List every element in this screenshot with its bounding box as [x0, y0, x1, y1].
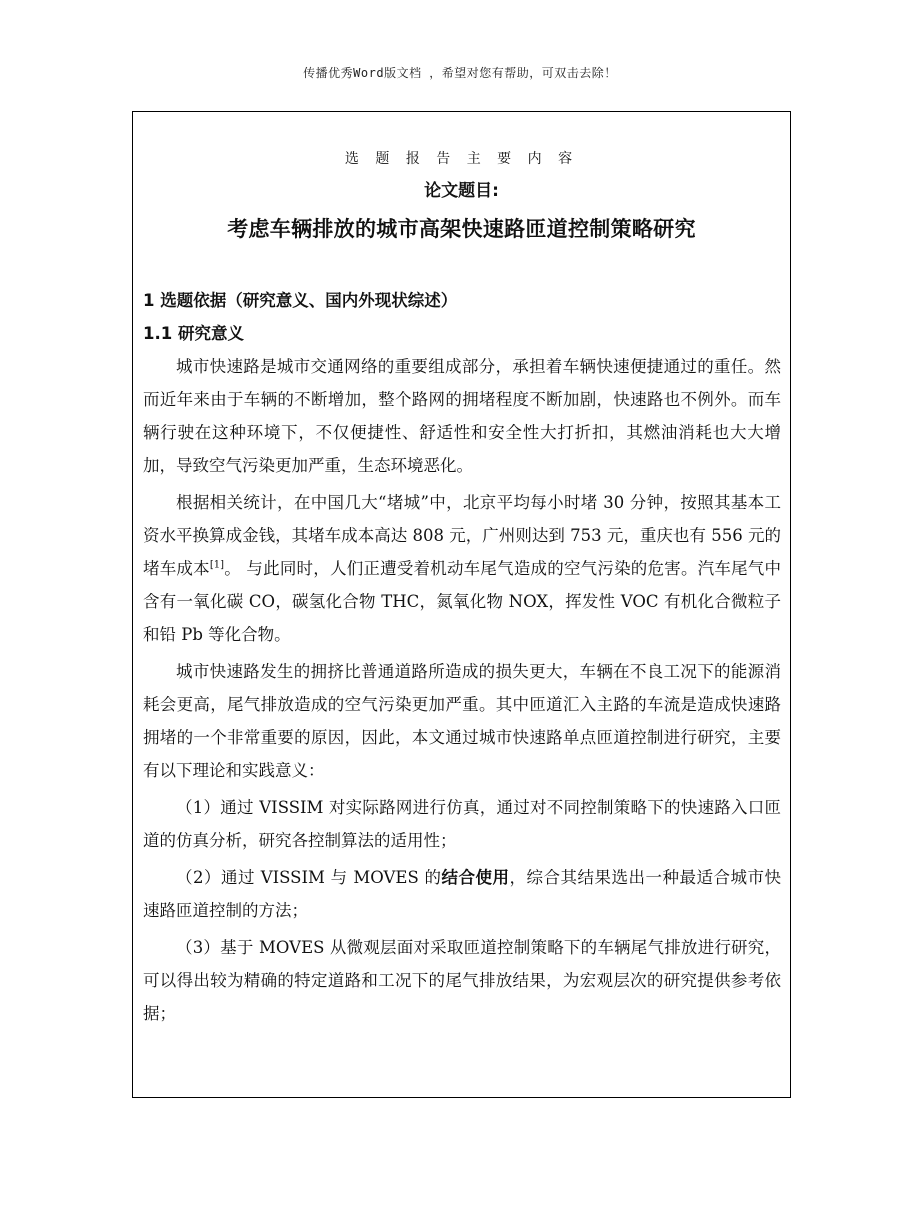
- thesis-title: 考虑车辆排放的城市高架快速路匝道控制策略研究: [227, 217, 696, 241]
- report-frame: [132, 111, 791, 1098]
- paragraph-2-part-a: 根据相关统计，在中国几大“堵城”中，北京平均每小时堵 30 分钟，按照其基本工资水平换算成金钱，其堵车成本高达 808 元，广州则达到 753 元，重庆也有 556 元的堵车成本: [143, 493, 781, 578]
- citation-ref: [1]: [209, 559, 225, 571]
- paragraph-1: 城市快速路是城市交通网络的重要组成部分，承担着车辆快速便捷通过的重任。然而近年来由于车辆的不断增加，整个路网的拥堵程度不断加剧，快速路也不例外。而车辆行驶在这种环境下，不仅便捷性、舒适性和安全性大打折扣，其燃油消耗也大大增加，导致空气污染更加严重，生态环境恶化。: [143, 357, 781, 475]
- thesis-label: 论文题目:: [424, 181, 499, 201]
- list-item-2: [143, 861, 781, 927]
- header-note: 传播优秀Word版文档 ，希望对您有帮助，可双击去除！: [303, 66, 617, 80]
- body-content: [143, 284, 781, 1034]
- paragraph-2-part-b: 。 与此同时，人们正遭受着机动车尾气造成的空气污染的危害。汽车尾气中含有一氧化碳 CO，碳氢化合物 THC，氮氧化物 NOX，挥发性 VOC 有机化合微粒子和铅 Pb 等化合物。: [143, 559, 782, 644]
- list-item-3: （3）基于 MOVES 从微观层面对采取匝道控制策略下的车辆尾气排放进行研究，可以得出较为精确的特定道路和工况下的尾气排放结果，为宏观层次的研究提供参考依据；: [143, 938, 781, 1023]
- list-item-1: （1）通过 VISSIM 对实际路网进行仿真，通过对不同控制策略下的快速路入口匝道的仿真分析，研究各控制算法的适用性；: [143, 798, 781, 850]
- list-item-2-emphasis: 结合使用: [441, 868, 510, 887]
- subsection-heading: 1.1 研究意义: [143, 324, 244, 343]
- section-caption: 选 题 报 告 主 要 内 容: [344, 151, 579, 167]
- paragraph-3: 城市快速路发生的拥挤比普通道路所造成的损失更大，车辆在不良工况下的能源消耗会更高，尾气排放造成的空气污染更加严重。其中匝道汇入主路的车流是造成快速路拥堵的一个非常重要的原因，因此，本文通过城市快速路单点匝道控制进行研究，主要有以下理论和实践意义：: [143, 662, 781, 780]
- paragraph-2: [143, 486, 781, 651]
- list-item-2-part-a: （2）通过 VISSIM 与 MOVES 的: [176, 868, 442, 887]
- section-heading: 1 选题依据（研究意义、国内外现状综述）: [143, 291, 458, 310]
- list-item-2-part-b: ，综合其结果选出一种最适合城市快速路匝道控制的方法；: [143, 868, 782, 920]
